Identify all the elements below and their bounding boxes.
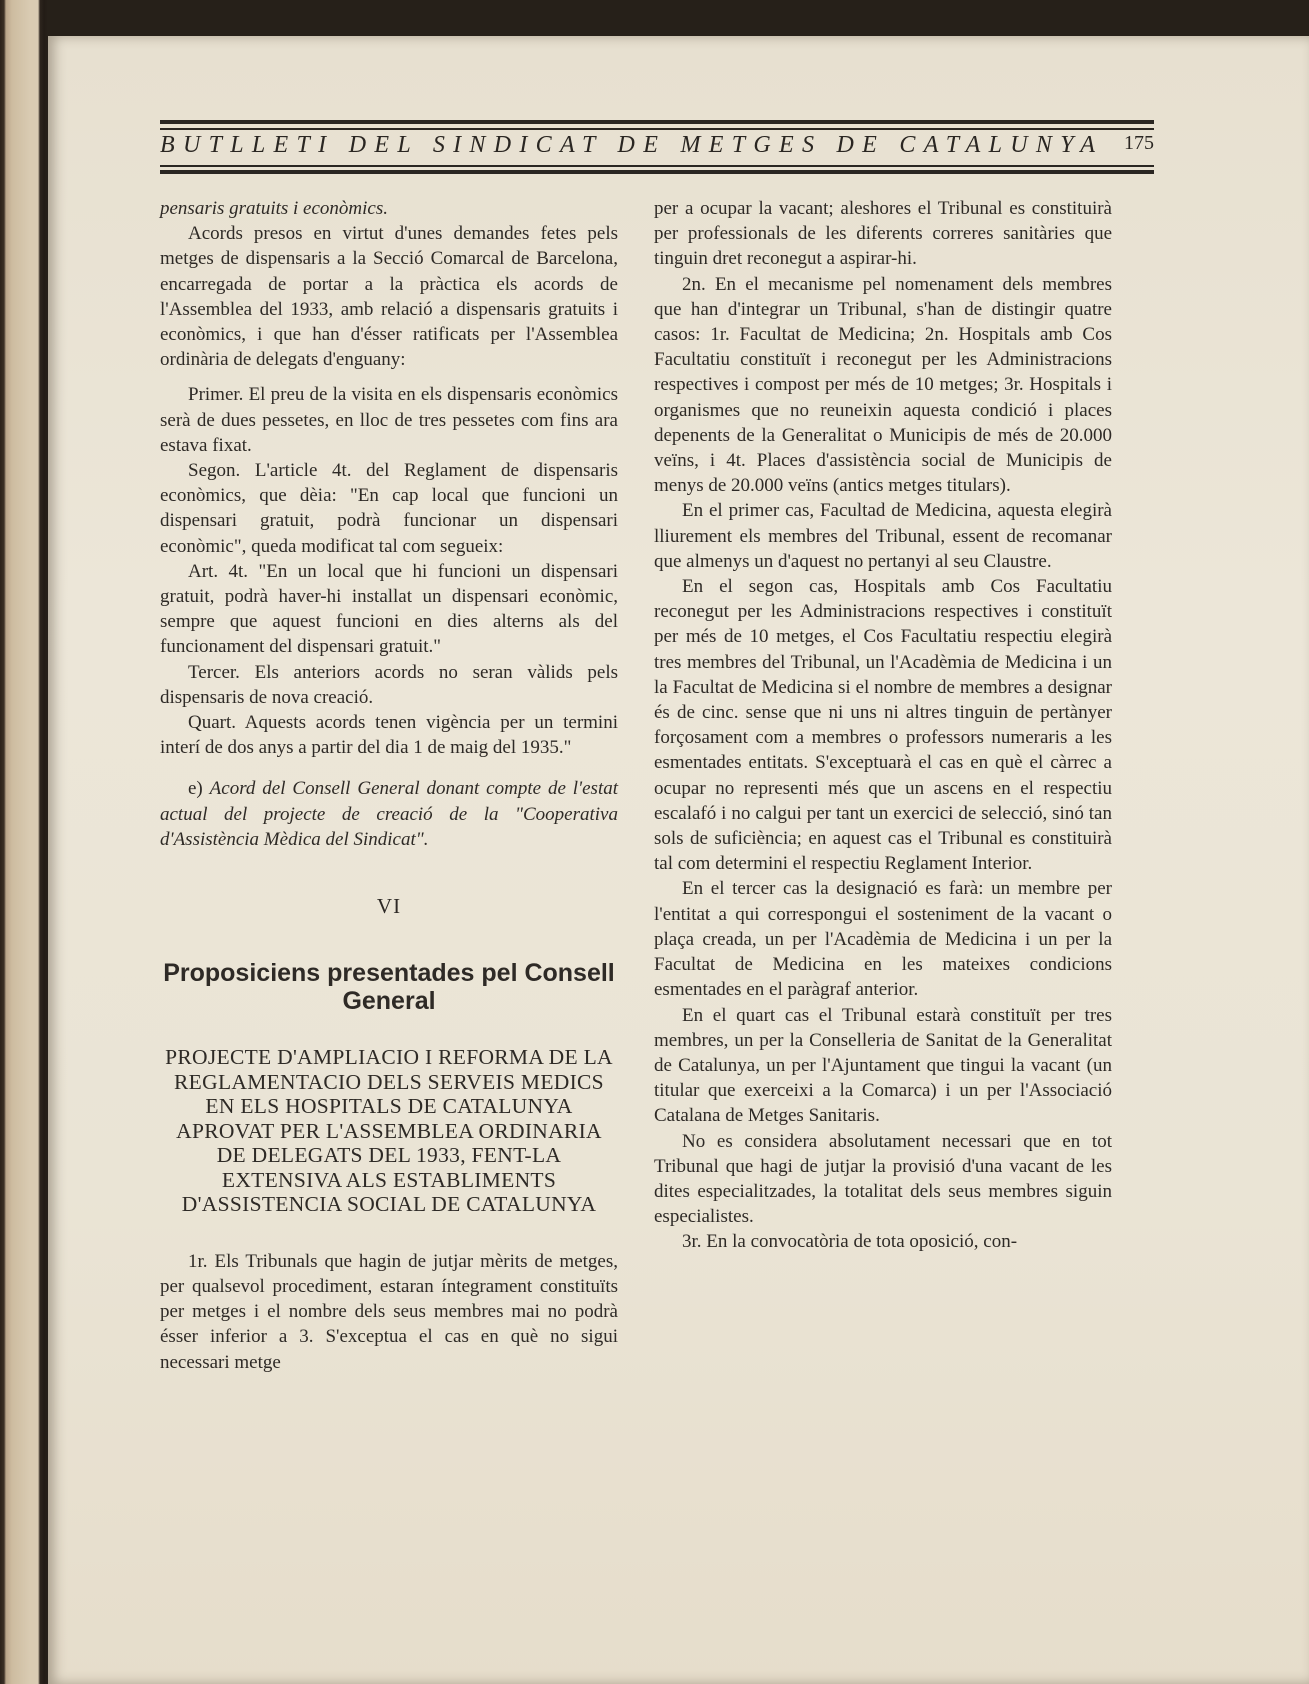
project-title: PROJECTE D'AMPLIACIO I REFORMA DE LA REGLAMENTACIO DELS SERVEIS MEDICS EN ELS HOSPITALS DE CATALUNYA APROVAT PER L'ASSEMBLEA ORDINARIA DE DELEGATS DEL 1933, FENT-LA EXTENSIVA ALS ESTABLIMENTS D'ASSISTENCIA SOCIAL DE CATALUNYA <box>165 1045 613 1217</box>
paragraph-tercer-cas: En el tercer cas la designació es farà: un membre per l'entitat a qui correspongui el sosteniment de la vacant o plaça creada, un per l'Acadèmia de Medicina i un per la Facultat de Medicina en les mateixes condicions esmentades en el paràgraf anterior. <box>654 878 1112 1001</box>
paragraph-primer: Primer. El preu de la visita en els dispensaris econòmics serà de dues pessetes, en lloc de tres pessetes com fins ara estava fixat. <box>160 384 618 456</box>
document-page <box>48 36 1309 1684</box>
paragraph-2n: 2n. En el mecanisme pel nomenament dels membres que han d'integrar un Tribunal, s'han de distingir quatre casos: 1r. Facultat de Medicina; 2n. Hospitals amb Cos Facultatiu constituït i reconegut per les Administracions respectives i compost per més de 10 metges; 3r. Hospitals i organismes que no reuneixin aquesta condició i places depenents de la Generalitat o Municipis de més de 20.000 veïns, i 4t. Places d'assistència social de Municipis de menys de 20.000 veïns (antics metges titulars). <box>654 273 1112 497</box>
paragraph-tercer: Tercer. Els anteriors acords no seran vàlids pels dispensaris de nova creació. <box>160 661 618 708</box>
header-rule-top-thin <box>160 128 1154 130</box>
paragraph-quart-cas: En el quart cas el Tribunal estarà constituït per tres membres, un per la Conselleria de Sanitat de la Generalitat de Catalunya, un per l'Ajuntament que tingui la vacant (un titular que exerceixi a la Comarca) i un per l'Associació Catalana de Metges Sanitaris. <box>654 1004 1112 1127</box>
paragraph-1r: 1r. Els Tribunals que hagin de jutjar mèrits de metges, per qualsevol procediment, estaran íntegrament constituïts per metges i el nombre dels seus membres mai no podrà ésser inferior a 3. S'exceptua el cas en què no sigui necessari metge <box>160 1250 618 1373</box>
header-rule-bottom <box>160 170 1154 174</box>
page-number: 175 <box>1124 132 1154 154</box>
paragraph-item-e <box>160 776 618 852</box>
paragraph-quart: Quart. Aquests acords tenen vigència per un termini interí de dos anys a partir del dia 1 de maig del 1935." <box>160 712 618 759</box>
paragraph-segon-cas: En el segon cas, Hospitals amb Cos Facultatiu reconegut per les Administracions respectives i constituït per més de 10 metges, el Cos Facultatiu respectiu elegirà tres membres del Tribunal, un l'Acadèmia de Medicina i un la Facultat de Medicina si el nombre de membres a designar és de cinc. sense que ni uns ni altres tinguin de pertànyer forçosament com a membres o professors numeraris a les esmentades entitats. S'exceptuarà el cas en què el càrrec a ocupar no representi més que un ascens en el respectiu escalafó i no calgui per tant un exercici de selecció, sinó tan sols de suficiència; en aquest cas el Tribunal es constituirà tal com determini el respectiu Reglament Interior. <box>654 576 1112 875</box>
header-rule-top <box>160 120 1154 124</box>
paragraph-especialistes: No es considera absolutament necessari que en tot Tribunal que hagi de jutjar la provisió d'una vacant de les dites especialitzades, la totalitat dels seus membres siguin especialistes. <box>654 1130 1112 1228</box>
right-column <box>654 196 1112 1255</box>
paragraph-primer-cas: En el primer cas, Facultad de Medicina, aquesta elegirà lliurement els membres del Tribunal, essent de recomanar que almenys un d'aquest no pertanyi al seu Claustre. <box>654 500 1112 572</box>
paragraph-article-4t: Art. 4t. "En un local que hi funcioni un dispensari gratuit, podrà haver-hi installat un dispensari econòmic, sempre que aquest funcioni en dies alterns als del funcionament del dispensari gratuit." <box>160 560 618 658</box>
item-e-text: Acord del Consell General donant compte de l'estat actual del projecte de creació de la "Cooperativa d'Assistència Mèdica del Sindicat". <box>160 778 618 850</box>
section-number: VI <box>376 894 402 919</box>
item-e-label: e) <box>188 778 203 800</box>
paragraph-3r: 3r. En la convocatòria de tota oposició, con- <box>682 1231 1018 1253</box>
journal-title: BUTLLETI DEL SINDICAT DE METGES DE CATALUNYA <box>160 132 1104 158</box>
left-column <box>160 196 618 1375</box>
paragraph-vacant: per a ocupar la vacant; aleshores el Tribunal es constituirà per professionals de les diferents correres sanitàries que tinguin dret reconegut a aspirar-hi. <box>654 198 1112 270</box>
paragraph-continuation: pensaris gratuits i econòmics. <box>160 198 388 219</box>
section-title: Proposiciens presentades pel Consell General <box>163 959 615 1016</box>
paragraph-segon: Segon. L'article 4t. del Reglament de dispensaris econòmics, que dèia: "En cap local que funcioni un dispensari gratuit, podrà funcionar un dispensari econòmic", queda modificat tal com segueix: <box>160 460 618 557</box>
header-rule-bottom-thin <box>160 165 1154 167</box>
paragraph-acords: Acords presos en virtut d'unes demandes fetes pels metges de dispensaris a la Secció Comarcal de Barcelona, encarregada de portar a la pràctica els acords de l'Assemblea del 1933, amb relació a dispensaris gratuits i econòmics, i que han d'ésser ratificats per l'Assemblea ordinària de delegats d'enguany: <box>160 223 618 371</box>
